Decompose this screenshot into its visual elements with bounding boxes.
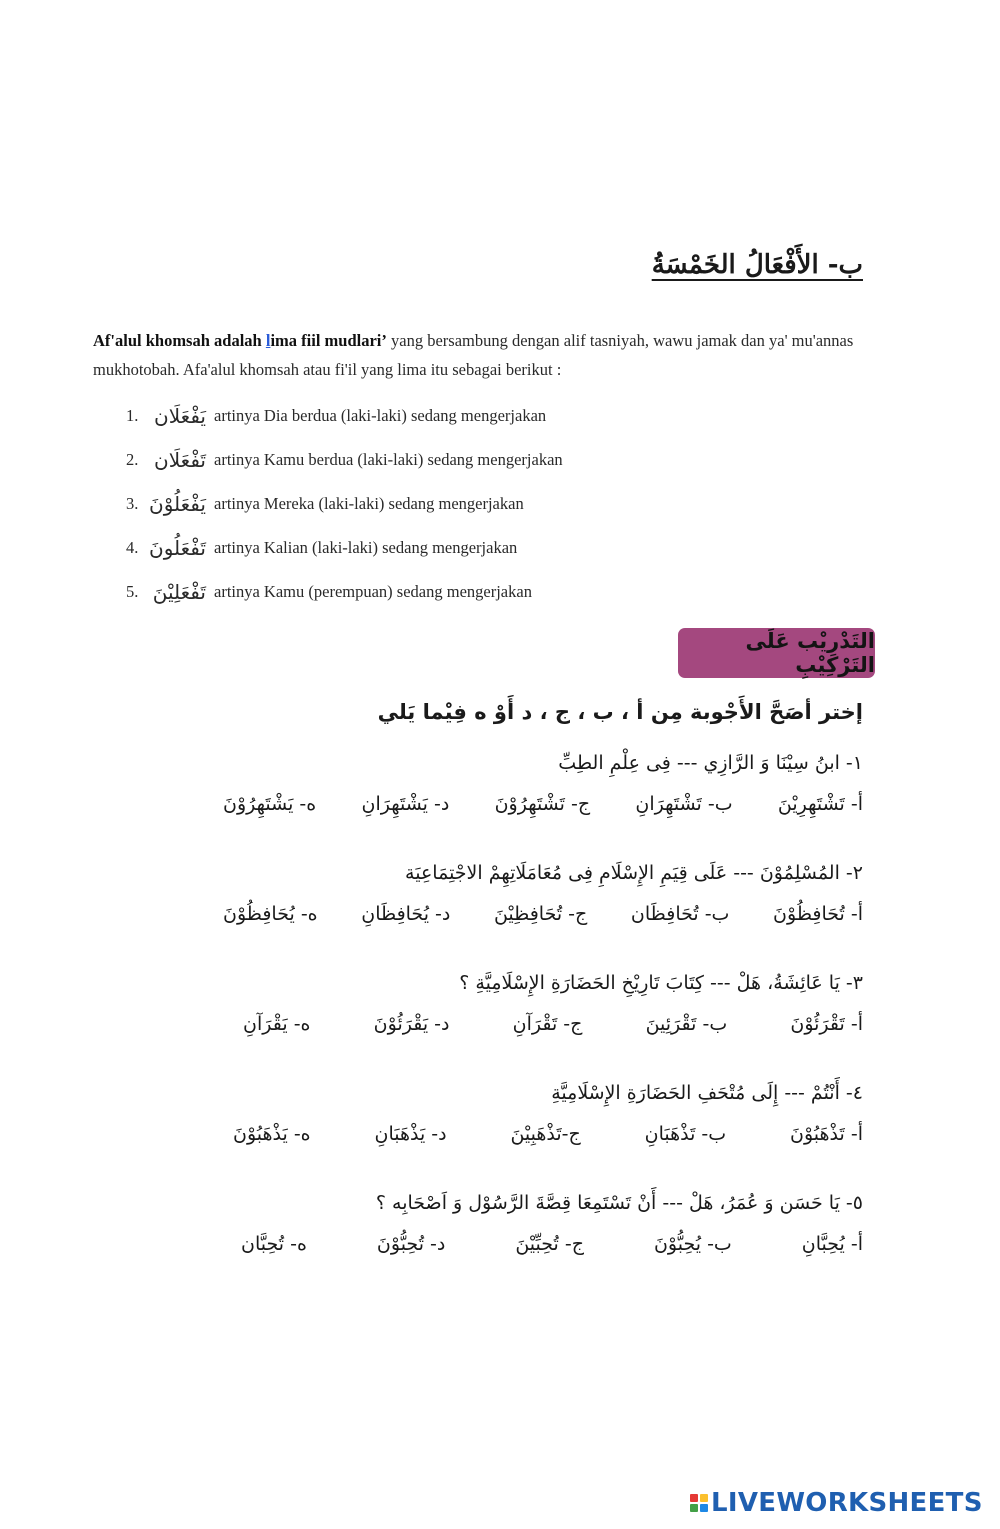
- verb-meaning: artinya Dia berdua (laki-laki) sedang mengerjakan: [214, 406, 547, 425]
- logo-square: [700, 1494, 708, 1502]
- verb-number: 1.: [126, 406, 139, 425]
- verb-number: 2.: [126, 450, 139, 469]
- verb-item: [126, 438, 563, 482]
- intro-bold-rest: ima fiil mudlari’: [270, 331, 387, 350]
- verb-item: [126, 570, 563, 614]
- verb-meaning: artinya Kamu (perempuan) sedang mengerjakan: [214, 582, 532, 601]
- option-b[interactable]: ب- تُحَافِظَان: [630, 903, 730, 925]
- option-a[interactable]: أ- تَذْهَبُوْنَ: [790, 1123, 863, 1145]
- verb-meaning: artinya Kalian (laki-laki) sedang mengerjakan: [214, 538, 518, 557]
- question-5: [223, 1182, 863, 1264]
- option-c[interactable]: ج- تَشْتَهِرُوْنَ: [494, 793, 591, 815]
- section-title: ب- الأَفْعَالُ الخَمْسَةُ: [651, 250, 863, 280]
- option-e[interactable]: ه- يَقْرَآنِ: [243, 1013, 311, 1035]
- exercise-badge: التَدْرِيْب عَلَى التَرْكِيْبِ: [678, 628, 875, 678]
- intro-paragraph: [93, 326, 913, 384]
- option-d[interactable]: د- تُحِبُّوْنَ: [376, 1233, 446, 1255]
- logo-square: [690, 1494, 698, 1502]
- question-options: [223, 784, 863, 824]
- option-a[interactable]: أ- تَقْرَئُوْنَ: [790, 1013, 863, 1035]
- verb-arabic: تَفْعَلَان: [154, 448, 206, 472]
- question-text: ١- ابنُ سِيْنَا وَ الرَّازِي --- فِى عِلْمِ الطِبِّ: [558, 752, 863, 774]
- exercise-instruction: إختر أصَحَّ الأَجْوبة مِن أ ، ب ، ج ، د أَوْ ه فِيْما يَلي: [377, 700, 863, 724]
- intro-bold-start: Af'alul khomsah adalah: [93, 331, 266, 350]
- option-d[interactable]: د- يَذْهَبَانِ: [374, 1123, 447, 1145]
- intro-text: yang bersambung dengan alif tasniyah, wawu jamak dan ya' mu'annas mukhotobah. Afa'alul khomsah atau fi'il yang lima itu sebagai berikut :: [93, 331, 854, 379]
- verb-list: [126, 394, 563, 614]
- verb-item: [126, 526, 563, 570]
- logo-square: [700, 1504, 708, 1512]
- option-c[interactable]: ج- تَقْرَآنِ: [512, 1013, 583, 1035]
- option-e[interactable]: ه- يُحَافِظُوْنَ: [223, 903, 318, 925]
- logo-mark-icon: [690, 1494, 708, 1512]
- option-b[interactable]: ب- تَذْهَبَانِ: [644, 1123, 727, 1145]
- question-text: ٤- أَنْتُمْ --- إِلَى مُتْحَفِ الحَضَارَةِ الإِسْلَامِيَّةِ: [551, 1082, 863, 1104]
- text-cursor-char: l: [265, 331, 271, 350]
- question-text: ٢- المُسْلِمُوْنَ --- عَلَى قِيَمِ الإِسْلَامِ فِى مُعَامَلَاتِهِمْ الاجْتِمَاعِيَة: [405, 862, 863, 884]
- liveworksheets-logo: [690, 1488, 983, 1518]
- question-1: [223, 742, 863, 824]
- verb-arabic: يَفْعَلَان: [154, 404, 206, 428]
- question-options: [223, 1224, 863, 1264]
- option-c[interactable]: ج- تُحَافِظِيْنَ: [493, 903, 588, 925]
- question-2: [223, 852, 863, 934]
- question-text: ٥- يَا حَسَن وَ عُمَرُ، هَلْ --- أَنْ تَسْتَمِعَا قِصَّةَ الرَّسُوْل وَ اَصْحَابِه ؟: [375, 1192, 863, 1214]
- option-a[interactable]: أ- تَشْتَهِرِيْنَ: [777, 793, 863, 815]
- verb-number: 3.: [126, 494, 139, 513]
- question-options: [223, 894, 863, 934]
- question-options: [223, 1114, 863, 1154]
- question-3: [223, 962, 863, 1044]
- option-a[interactable]: أ- تُحَافِظُوْنَ: [773, 903, 863, 925]
- verb-meaning: artinya Mereka (laki-laki) sedang mengerjakan: [214, 494, 524, 513]
- verb-arabic: يَفْعَلُوْنَ: [149, 492, 206, 516]
- option-e[interactable]: ه- يَذْهَبُوْنَ: [233, 1123, 311, 1145]
- verb-number: 5.: [126, 582, 139, 601]
- option-c[interactable]: ج-تَذْهَبِيْنَ: [510, 1123, 581, 1145]
- option-d[interactable]: د- يَشْتَهِرَانِ: [361, 793, 450, 815]
- verb-arabic: تَفْعَلِيْنَ: [152, 580, 206, 604]
- question-options: [223, 1004, 863, 1044]
- option-d[interactable]: د- يُحَافِظَانِ: [361, 903, 451, 925]
- verb-item: [126, 482, 563, 526]
- verb-arabic: تَفْعَلُونَ: [149, 536, 206, 560]
- logo-square: [690, 1504, 698, 1512]
- option-e[interactable]: ه- يَشْتَهِرُوْنَ: [223, 793, 317, 815]
- option-e[interactable]: ه- تُحِبَّان: [241, 1233, 307, 1255]
- option-c[interactable]: ج- تُحِبِّيْنَ: [515, 1233, 584, 1255]
- option-b[interactable]: ب- تَقْرَئِينَ: [645, 1013, 728, 1035]
- option-b[interactable]: ب- يُحِبُّوْنَ: [653, 1233, 732, 1255]
- verb-meaning: artinya Kamu berdua (laki-laki) sedang mengerjakan: [214, 450, 563, 469]
- question-text: ٣- يَا عَائِشَةُ، هَلْ --- كِتَابَ تَارِيْخِ الحَضَارَةِ الإِسْلَامِيَّةِ ؟: [459, 972, 863, 994]
- verb-number: 4.: [126, 538, 139, 557]
- option-a[interactable]: أ- يُحِبَّانِ: [801, 1233, 863, 1255]
- option-d[interactable]: د- يَقْرَئُوْنَ: [373, 1013, 450, 1035]
- logo-text: LIVEWORKSHEETS: [711, 1488, 983, 1518]
- verb-item: [126, 394, 563, 438]
- question-4: [223, 1072, 863, 1154]
- option-b[interactable]: ب- تَشْتَهِرَانِ: [635, 793, 733, 815]
